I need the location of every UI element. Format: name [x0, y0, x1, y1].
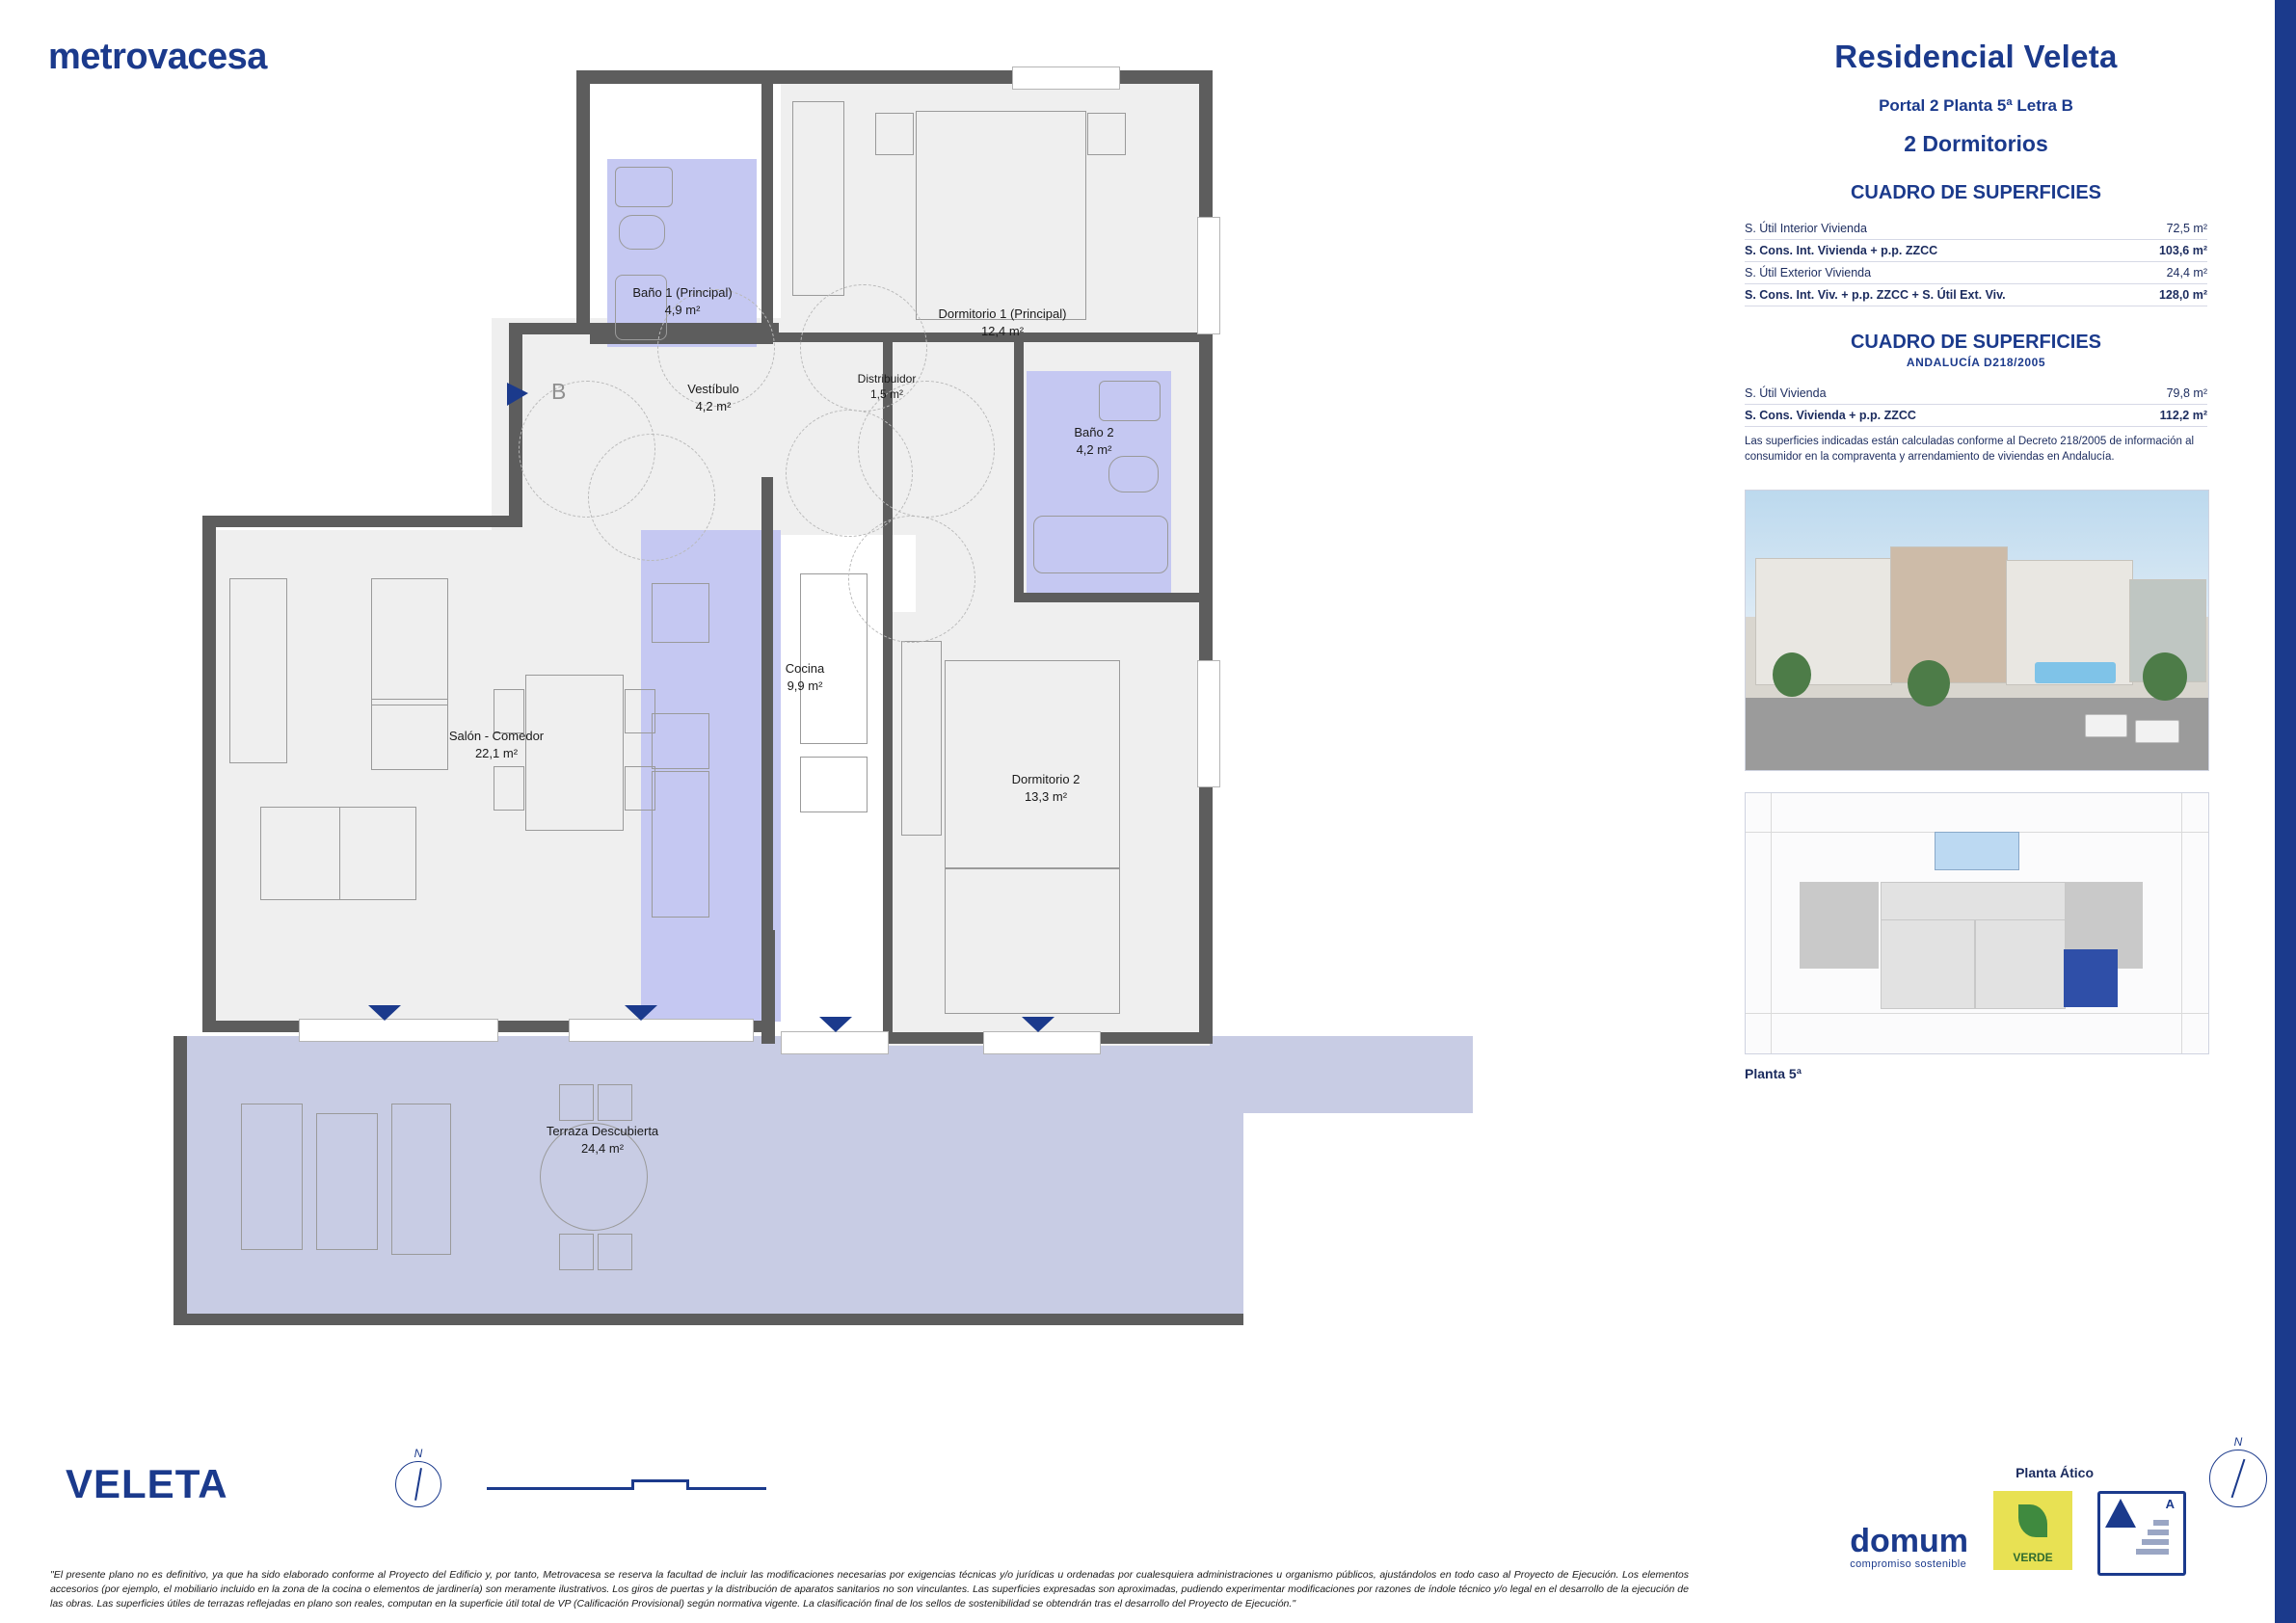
wall-left — [202, 516, 216, 1032]
entrance-marker — [507, 379, 540, 412]
furniture-armchair — [371, 578, 448, 705]
label-bano2 — [998, 424, 1190, 458]
label-bano1-name: Baño 1 (Principal) — [632, 285, 733, 300]
energy-rating-letter: A — [2165, 1497, 2175, 1511]
site-grid-v1 — [1771, 793, 1772, 1053]
surface-label: S. Útil Vivienda — [1745, 383, 2107, 405]
label-vestibulo — [617, 381, 810, 414]
wall-left-riser — [509, 323, 522, 527]
table-row — [1745, 262, 2207, 284]
fixture-kitchen-counter — [652, 771, 709, 918]
furniture-wardrobe-dorm1 — [792, 101, 844, 296]
window-salon-2 — [569, 1019, 754, 1042]
surfaces-secondary-table — [1745, 383, 2207, 427]
terrace-planter-1 — [241, 1104, 303, 1250]
surface-value: 72,5 m² — [2135, 218, 2207, 240]
wall-cocina-left — [761, 477, 773, 940]
label-distribuidor-name: Distribuidor — [857, 372, 917, 386]
terrace-chair-3 — [559, 1234, 594, 1270]
window-dorm2 — [983, 1031, 1101, 1054]
label-distribuidor-area: 1,5 m² — [869, 387, 903, 402]
atico-label: Planta Ático — [2016, 1465, 2094, 1480]
surface-label: S. Cons. Int. Vivienda + p.p. ZZCC — [1745, 240, 2135, 262]
window-right-1 — [1197, 217, 1220, 334]
unit-location: Portal 2 Planta 5ª Letra B — [1879, 96, 2073, 115]
compass-north-label-plan: N — [414, 1447, 423, 1460]
label-bano2-name: Baño 2 — [1074, 425, 1114, 439]
wall-left-top — [202, 516, 521, 527]
label-salon-area: 22,1 m² — [474, 745, 519, 760]
table-row — [1745, 218, 2207, 240]
terrace-lower-strip — [1243, 1113, 1475, 1330]
certification-logos — [1850, 1491, 2180, 1570]
window-salon-1 — [299, 1019, 498, 1042]
surface-label: S. Útil Interior Vivienda — [1745, 218, 2135, 240]
surfaces-secondary-subheading: ANDALUCÍA D218/2005 — [1906, 356, 2046, 369]
label-dorm2-area: 13,3 m² — [1024, 788, 1068, 804]
render-pool — [2035, 662, 2116, 683]
furniture-bed-dorm2 — [945, 660, 1120, 869]
right-edge-gap — [2265, 0, 2275, 1623]
site-unit-highlight — [2064, 949, 2118, 1007]
terrace-lounger — [391, 1104, 451, 1255]
label-salon-name: Salón - Comedor — [448, 729, 545, 743]
site-block-center-1 — [1881, 918, 1975, 1009]
fixture-kitchen-hob — [652, 713, 709, 769]
floor-plan-drawing — [183, 92, 1552, 1335]
domum-logo-text: domum — [1850, 1523, 1968, 1559]
label-terraza-area: 24,4 m² — [580, 1140, 625, 1156]
label-bano1-area: 4,9 m² — [664, 302, 701, 317]
surface-value: 24,4 m² — [2135, 262, 2207, 284]
terrace-planter-2 — [316, 1113, 378, 1250]
surfaces-note: Las superficies indicadas están calculadas conforme al Decreto 218/2005 de información al consumidor en la compraventa y arrendamiento de viviendas en Andalucía. — [1745, 436, 2195, 463]
render-tree-3 — [2143, 652, 2187, 701]
render-building-center — [1890, 546, 2008, 683]
surface-value: 103,6 m² — [2135, 240, 2207, 262]
fixture-bath1-sink — [615, 167, 673, 207]
label-dorm2-name: Dormitorio 2 — [1011, 772, 1081, 786]
label-dorm1-area: 12,4 m² — [980, 323, 1025, 338]
compass-rose-plan — [395, 1447, 441, 1507]
compass-needle-plan — [414, 1468, 422, 1501]
surface-value: 128,0 m² — [2135, 284, 2207, 306]
furniture-wardrobe-dorm2 — [901, 641, 942, 836]
wall-bano2-bottom — [1014, 593, 1213, 602]
fixture-bath2-wc — [1108, 456, 1159, 492]
terrace-left-wall — [174, 1036, 187, 1325]
table-row — [1745, 405, 2207, 427]
label-bano2-area: 4,2 m² — [1076, 441, 1112, 457]
compass-rose-right — [2209, 1435, 2267, 1507]
site-block-center-2 — [1975, 918, 2066, 1009]
scale-bar — [487, 1479, 766, 1495]
furniture-bed-dorm2-b — [945, 867, 1120, 1014]
surfaces-primary-heading: CUADRO DE SUPERFICIES — [1850, 182, 2102, 203]
site-pool — [1935, 832, 2019, 870]
compass-needle-right — [2231, 1459, 2246, 1499]
furniture-nightstand-1 — [875, 113, 914, 155]
window-right-2 — [1197, 660, 1220, 787]
surface-label: S. Cons. Vivienda + p.p. ZZCC — [1745, 405, 2107, 427]
page-title: Residencial Veleta — [1834, 39, 2118, 74]
verde-logo-text: VERDE — [2013, 1551, 2053, 1564]
building-render-image — [1745, 490, 2209, 771]
table-row — [1745, 383, 2207, 405]
window-top-1 — [1012, 67, 1120, 90]
energy-rating-logo — [2097, 1491, 2180, 1570]
label-dorm2 — [945, 771, 1147, 805]
domum-logo-tagline: compromiso sostenible — [1850, 1558, 1967, 1570]
render-car-1 — [2085, 714, 2127, 737]
furniture-sofa-left — [229, 578, 287, 763]
unit-letter: B — [551, 379, 567, 404]
render-car-2 — [2135, 720, 2179, 743]
render-tree-2 — [1908, 660, 1950, 706]
legal-disclaimer: "El presente plano no es definitivo, ya que ha sido elaborado conforme al Proyecto del Edificio y, por tanto, Metrovacesa se reserva la facultad de incluir las modificaciones necesarias por exigencias técnicas y/o jurídicas u ordenadas por cualesquiera administraciones u organismo públicos, ajustándolos en todo caso al Proyecto de Ejecución. Los elementos accesorios (por ejemplo, el mobiliario incluido en la zona de la cocina o elementos de jardinería) son meramente ilustrativos. Los giros de puertas y la distribución de aparatos sanitarios no son vinculantes. Las superficies expresadas son aproximadas, pudiendo experimentar modificaciones por razones de índole técnico y/o legal en el desarrollo de la ejecución de las obras. Las superficies útiles de terrazas reflejadas en plano son reales, computan en la superficie útil total de VP (Calificación Provisional) según normativa vigente. La clasificación final de los sellos de sostenibilidad se obtendrán tras el desarrollo del Proyecto de Ejecución." — [50, 1569, 1689, 1610]
fixture-bath1-wc — [619, 215, 665, 250]
label-cocina-name: Cocina — [785, 661, 825, 676]
leaf-icon — [2018, 1504, 2047, 1537]
surface-label: S. Útil Exterior Vivienda — [1745, 262, 2135, 284]
site-plan-image — [1745, 792, 2209, 1054]
window-cocina — [781, 1031, 889, 1054]
surface-label: S. Cons. Int. Viv. + p.p. ZZCC + S. Útil Ext. Viv. — [1745, 284, 2135, 306]
table-row — [1745, 284, 2207, 306]
terrace-bottom-wall — [174, 1314, 1243, 1325]
unit-bedrooms: 2 Dormitorios — [1904, 131, 2048, 156]
arrow-salon-2 — [625, 1005, 657, 1021]
label-cocina — [708, 660, 901, 694]
render-tree-1 — [1773, 652, 1811, 697]
door-swing-dorm2 — [848, 516, 975, 643]
terrace-chair-1 — [559, 1084, 594, 1121]
table-row — [1745, 240, 2207, 262]
terrace-chair-2 — [598, 1084, 632, 1121]
arrow-cocina — [819, 1017, 852, 1032]
terrace-chair-4 — [598, 1234, 632, 1270]
label-cocina-area: 9,9 m² — [787, 678, 823, 693]
label-terraza-name: Terraza Descubierta — [546, 1124, 659, 1138]
fixture-kitchen-sink — [800, 757, 868, 812]
furniture-nightstand-2 — [1087, 113, 1126, 155]
surfaces-primary-table — [1745, 218, 2207, 306]
label-vestibulo-area: 4,2 m² — [695, 398, 732, 413]
verde-logo — [1993, 1491, 2072, 1570]
label-terraza — [482, 1123, 723, 1157]
site-grid-v2 — [2181, 793, 2182, 1053]
brand-logo: metrovacesa — [48, 37, 267, 77]
label-dorm1 — [858, 306, 1147, 339]
site-block-left — [1800, 882, 1879, 969]
fixture-bath2-tub — [1033, 516, 1168, 573]
label-distribuidor — [790, 371, 983, 402]
wall-bano2-left — [1014, 342, 1024, 602]
site-grid-h2 — [1746, 1013, 2208, 1014]
arrow-salon-1 — [368, 1005, 401, 1021]
label-salon — [376, 728, 617, 761]
site-plan-caption: Planta 5ª — [1745, 1066, 1802, 1082]
surface-value: 112,2 m² — [2107, 405, 2207, 427]
fixture-bath2-sink — [1099, 381, 1161, 421]
furniture-chair-2 — [494, 766, 524, 811]
arrow-dorm2 — [1022, 1017, 1055, 1032]
furniture-sofa-bottom-2 — [339, 807, 416, 900]
label-dorm1-name: Dormitorio 1 (Principal) — [938, 306, 1067, 321]
label-bano1 — [586, 284, 779, 318]
info-panel — [1745, 39, 2207, 1081]
label-vestibulo-name: Vestíbulo — [687, 382, 739, 396]
compass-north-label-right: N — [2233, 1435, 2243, 1449]
surface-value: 79,8 m² — [2107, 383, 2207, 405]
site-block-center-3 — [1881, 882, 2066, 920]
right-edge-bar — [2275, 0, 2296, 1623]
domum-logo — [1850, 1525, 1968, 1570]
door-swing-salon — [588, 434, 715, 561]
fixture-kitchen-hood — [652, 583, 709, 643]
furniture-bed-dorm1 — [916, 111, 1086, 320]
project-logo: VELETA — [66, 1461, 228, 1506]
surfaces-secondary-heading: CUADRO DE SUPERFICIES — [1850, 332, 2102, 353]
